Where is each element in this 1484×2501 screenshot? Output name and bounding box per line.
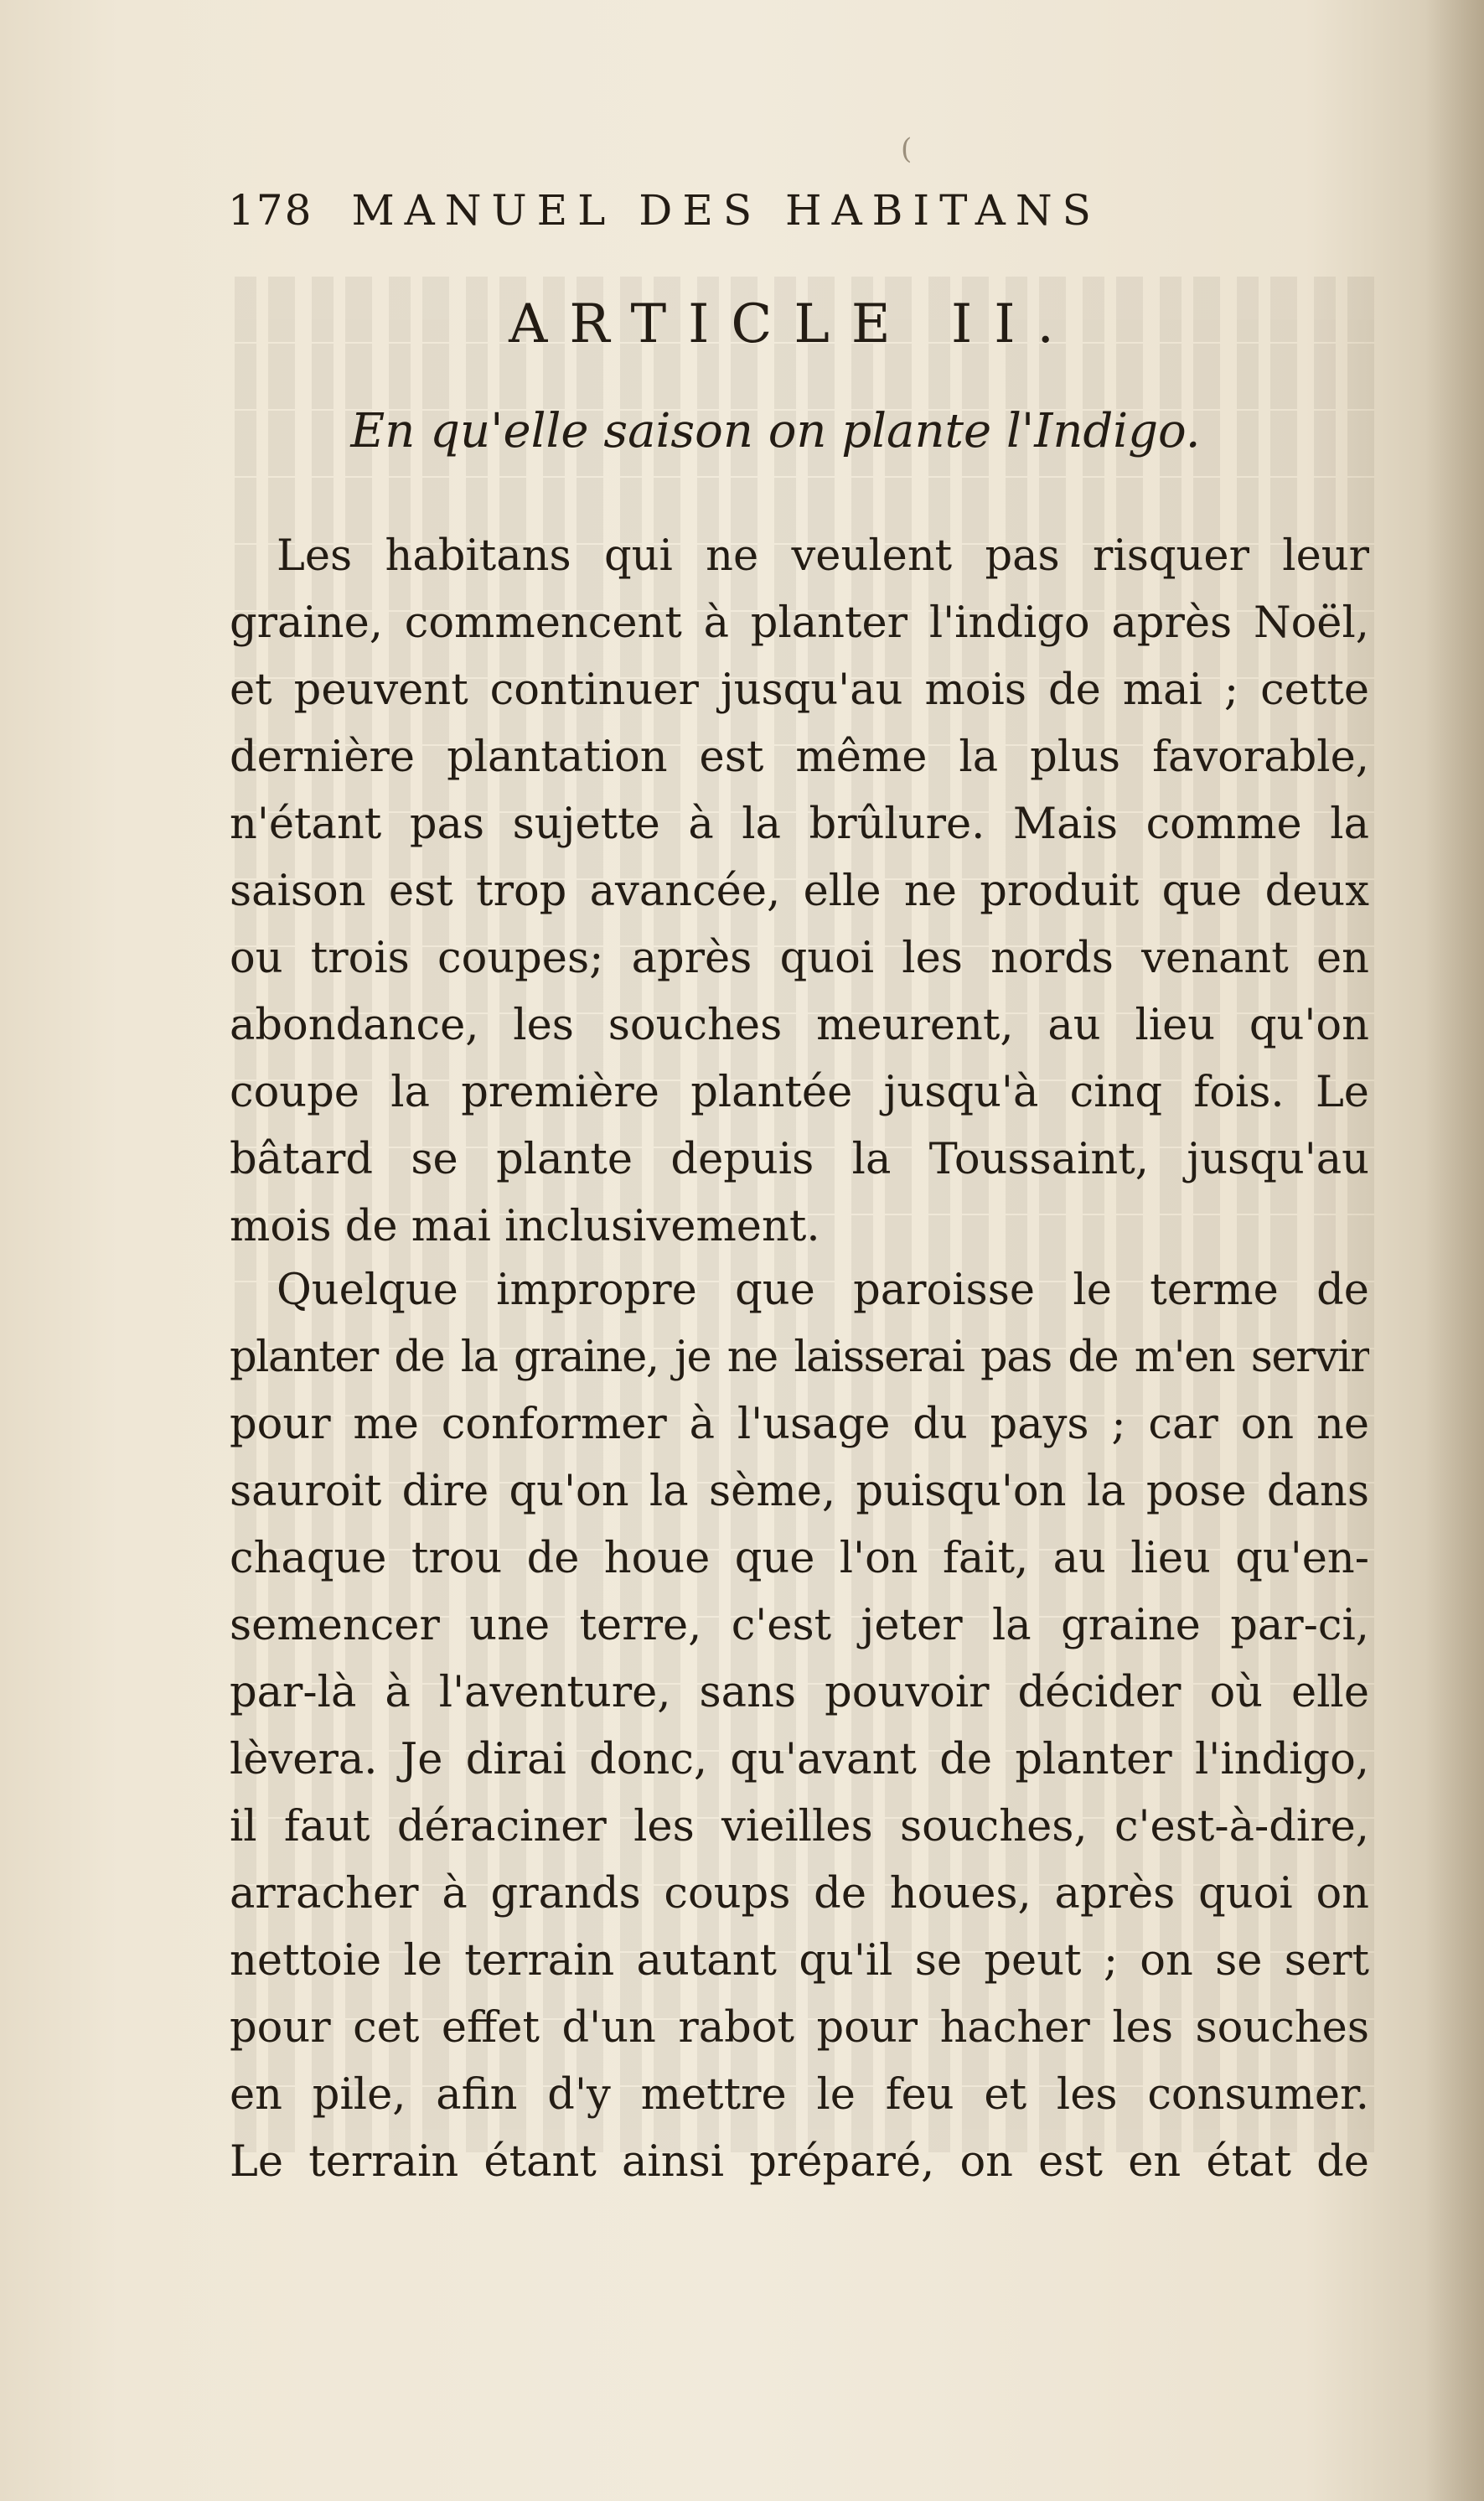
paper-mark: ( [901, 132, 913, 166]
page-gutter-shadow [1425, 0, 1484, 2501]
text-line: saison est trop avancée, elle ne produit que deux [230, 867, 1369, 916]
text-line: Les habitans qui ne veulent pas risquer leur [277, 531, 1369, 581]
text-line: arracher à grands coups de houes, après quoi on [230, 1869, 1369, 1918]
article-title: ARTICLE II. [509, 293, 1076, 355]
text-line: planter de la graine, je ne laisserai pas de m'en servir [230, 1333, 1369, 1382]
text-line: sauroit dire qu'on la sème, puisqu'on la pose dans [230, 1467, 1369, 1516]
text-line: et peuvent continuer jusqu'au mois de mai ; cette [230, 665, 1369, 715]
text-line: semencer une terre, c'est jeter la graine par-ci, [230, 1601, 1369, 1650]
text-line: ou trois coupes; après quoi les nords venant en [230, 934, 1369, 983]
text-line: chaque trou de houe que l'on fait, au lieu qu'en- [230, 1534, 1369, 1583]
page-number: 178 [228, 186, 313, 235]
text-line: graine, commencent à planter l'indigo après Noël, [230, 598, 1369, 648]
article-subtitle: En qu'elle saison on plante l'Indigo. [350, 404, 1201, 458]
text-line: lèvera. Je dirai donc, qu'avant de planter l'indigo, [230, 1735, 1369, 1784]
text-line: n'étant pas sujette à la brûlure. Mais comme la [230, 800, 1369, 849]
text-line: Quelque impropre que paroisse le terme de [277, 1266, 1369, 1315]
text-line: nettoie le terrain autant qu'il se peut ; on se sert [230, 1936, 1369, 1986]
running-header [228, 186, 1217, 235]
text-line: mois de mai inclusivement. [230, 1202, 820, 1251]
text-line: dernière plantation est même la plus favorable, [230, 733, 1369, 782]
text-line: bâtard se plante depuis la Toussaint, jusqu'au [230, 1135, 1369, 1184]
paragraph-2 [230, 1257, 1369, 2196]
text-line: abondance, les souches meurent, au lieu qu'on [230, 1001, 1369, 1050]
paragraph-1 [230, 523, 1369, 1261]
text-line: Le terrain étant ainsi préparé, on est en état de [230, 2137, 1369, 2187]
running-title: MANUEL DES HABITANS [351, 186, 1101, 235]
text-line: pour cet effet d'un rabot pour hacher les souches [230, 2003, 1369, 2053]
text-line: par-là à l'aventure, sans pouvoir décider où elle [230, 1668, 1369, 1717]
text-line: pour me conformer à l'usage du pays ; car on ne [230, 1400, 1369, 1449]
text-line: coupe la première plantée jusqu'à cinq fois. Le [230, 1068, 1369, 1117]
text-line: il faut déraciner les vieilles souches, c'est-à-dire, [230, 1802, 1369, 1851]
text-line: en pile, afin d'y mettre le feu et les consumer. [230, 2070, 1369, 2120]
